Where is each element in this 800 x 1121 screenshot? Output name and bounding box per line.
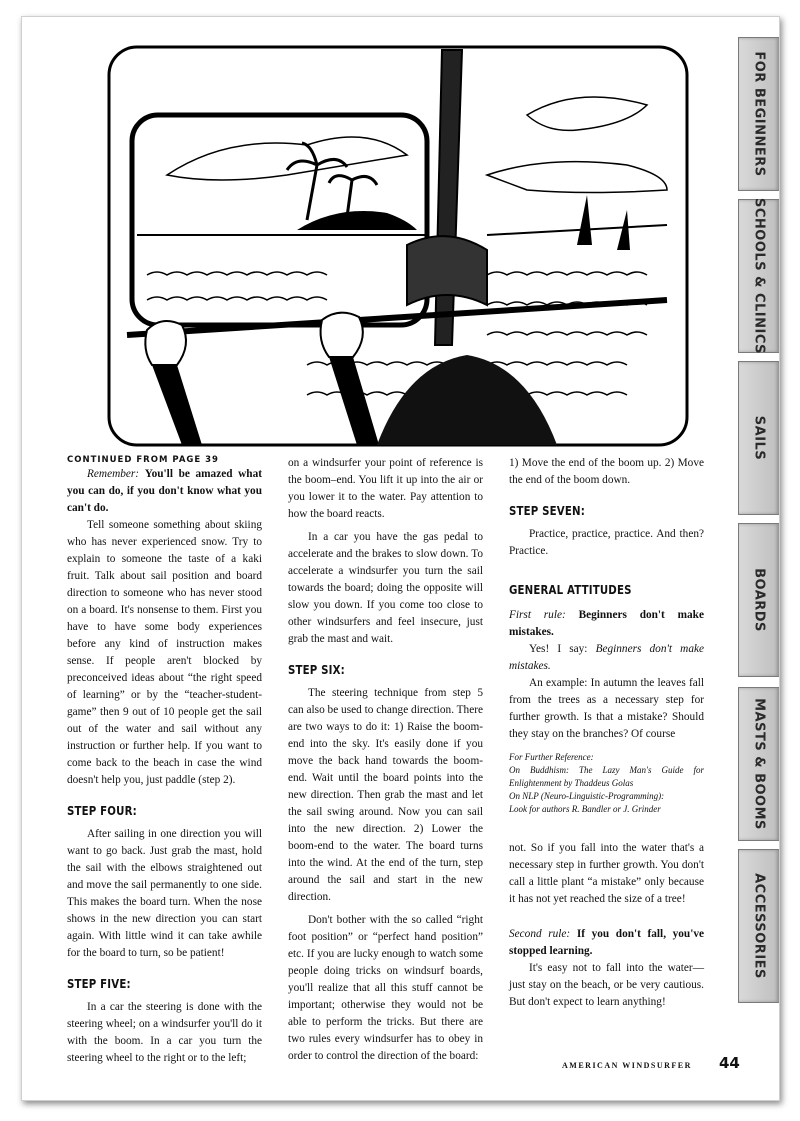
- page-number: 44: [719, 1054, 740, 1072]
- paragraph: Don't bother with the so called “right foot position” or “perfect hand position” etc. If you are lucky enough to watch some people doing tricks on windsurf boards, you'll realize that all this stuff cannot be important; otherwise they would not be able to perform the tricks. But there are two rules every windsurfer has to obey in order to control the direction of the board:: [288, 914, 483, 1062]
- paragraph: After sailing in one direction you will want to go back. Just grab the mast, hold the sail with the elbows straightened out and move the sail permanently to one side. This makes the board turn. When the nose shows in the new direction you can start again. With little wind it can take awhile for the board to turn, so be patient!: [67, 828, 262, 959]
- continued-label: CONTINUED FROM PAGE 39: [67, 455, 219, 465]
- tab-schools-clinics[interactable]: SCHOOLS & CLINICS: [738, 199, 779, 353]
- paragraph: An example: In autumn the leaves fall from the trees as a necessary step for further growth. Is that a mistake? Should they stay on the branches? Of course: [509, 677, 704, 740]
- heading-step-seven: STEP SEVEN:: [509, 504, 585, 518]
- paragraph: In a car you have the gas pedal to accelerate and the brakes to slow down. To accelerate a windsurfer you turn the sail towards the board; doing the opposite will slow you down. If you come too close to other windsurfers and feel insecure, just grab the mast and wait.: [288, 531, 483, 645]
- column-2: [288, 455, 483, 1065]
- paragraph: In a car the steering is done with the steering wheel; on a windsurfer you'll do it with the boom. In a car you turn the steering wheel to the right or to the left;: [67, 1001, 262, 1064]
- tab-boards[interactable]: BOARDS: [738, 523, 779, 677]
- tab-sails[interactable]: SAILS: [738, 361, 779, 515]
- paragraph: Practice, practice, practice. And then? Practice.: [509, 528, 704, 557]
- rule2-text: If you don't fall, you've stopped learning.: [509, 928, 705, 957]
- heading-general-attitudes: GENERAL ATTITUDES: [509, 583, 632, 597]
- further-reference: For Further Reference: On Buddhism: The Lazy Man's Guide for Enlightenment by Thaddeus Golas On NLP (Neuro-Linguistic-Programming): Look for authors R. Bandler or J. Grinder: [509, 752, 704, 814]
- rule2-label: Second rule:: [509, 928, 571, 940]
- publication-name: AMERICAN WINDSURFER: [562, 1061, 692, 1070]
- tab-accessories[interactable]: ACCESSORIES: [738, 849, 779, 1003]
- heading-step-four: STEP FOUR:: [67, 804, 137, 818]
- paragraph: The steering technique from step 5 can also be used to change direction. There are two ways to do it: 1) Raise the boom-end into the sky. It's easily done if you move the back hand towards the boom-end. Wait until the board points into the new direction. Then grab the mast and let the sail swing around. Now you can sail into the new direction. 2) Lower the boom-end to the water. The board turns into the wind. At the end of the turn, step around the sail and start in the new direction.: [288, 687, 483, 903]
- remember-text: You'll be amazed what you can do, if you don't know what you can't do.: [67, 468, 262, 514]
- tab-masts-booms[interactable]: MASTS & BOOMS: [738, 687, 779, 841]
- paragraph: It's easy not to fall into the water—just stay on the beach, or be very cautious. But don't expect to learn anything!: [509, 962, 704, 1008]
- windsurfing-illustration: [107, 45, 689, 447]
- quote: Beginners don't make mistakes.: [509, 643, 704, 672]
- heading-step-six: STEP SIX:: [288, 663, 345, 677]
- magazine-page: [21, 16, 780, 1101]
- paragraph: on a windsurfer your point of reference is the boom–end. You lift it up into the air or you lower it to the water. Pay attention to how the board reacts.: [288, 457, 483, 520]
- paragraph: Yes! I say:: [529, 643, 596, 655]
- column-3: [509, 455, 704, 1011]
- rule1-text: Beginners don't make mistakes.: [509, 609, 704, 638]
- remember-label: Remember:: [87, 468, 140, 480]
- paragraph: 1) Move the end of the boom up. 2) Move the end of the boom down.: [509, 457, 704, 486]
- tab-for-beginners[interactable]: FOR BEGINNERS: [738, 37, 779, 191]
- rule1-label: First rule:: [509, 609, 566, 621]
- paragraph: Tell someone something about skiing who has never experienced snow. Try to explain to someone the taste of a kaki fruit. Talk about sail position and board direction to someone who has never stood on a board. It's nonsense to them. First you have to have some body experiences before any kind of instruction makes sense. If people aren't blocked by preconceived ideas about “the right speed of learning” or by the “teacher-student-game” then 9 out of 10 people get the sail out of the water and sail without any instruction or further help. If you want to come back to the beach in case the wind doesn't help you, just paddle (step 2).: [67, 519, 262, 786]
- paragraph: not. So if you fall into the water that's a necessary step in further growth. You don't call a little plant “a mistake” only because it has not yet reached the size of a tree!: [509, 842, 704, 905]
- heading-step-five: STEP FIVE:: [67, 977, 131, 991]
- column-1: [67, 455, 262, 1067]
